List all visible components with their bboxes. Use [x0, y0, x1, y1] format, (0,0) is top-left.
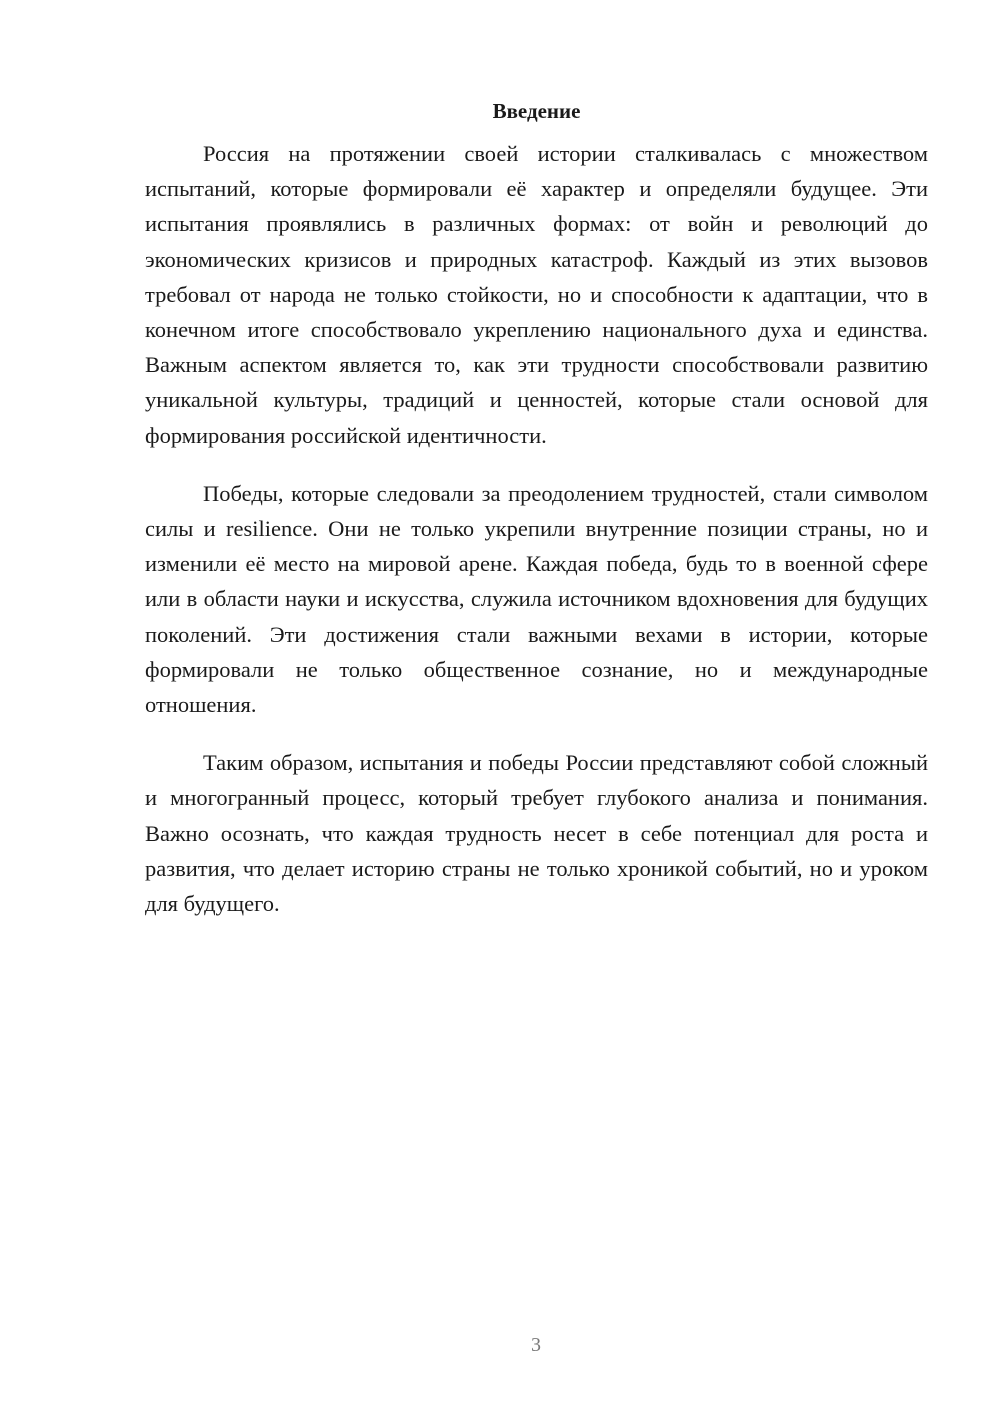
section-heading: Введение: [492, 99, 581, 123]
page-content: [145, 96, 928, 921]
paragraph-1: Россия на протяжении своей истории сталкивалась с множеством испытаний, которые формировали её характер и определяли будущее. Эти испытания проявлялись в различных формах: от войн и революций до экономических кризисов и природных катастроф. Каждый из этих вызовов требовал от народа не только стойкости, но и способности к адаптации, что в конечном итоге способствовало укреплению национального духа и единства. Важным аспектом является то, как эти трудности способствовали развитию уникальной культуры, традиций и ценностей, которые стали основой для формирования российской идентичности.: [145, 141, 928, 448]
page-number: 3: [531, 1334, 541, 1356]
paragraph-3: Таким образом, испытания и победы России представляют собой сложный и многогранный процесс, который требует глубокого анализа и понимания. Важно осознать, что каждая трудность несет в себе потенциал для роста и развития, что делает историю страны не только хроникой событий, но и уроком для будущего.: [145, 750, 928, 917]
paragraph-2: Победы, которые следовали за преодолением трудностей, стали символом силы и resilience. Они не только укрепили внутренние позиции страны, но и изменили её место на мировой арене. Каждая победа, будь то в военной сфере или в области науки и искусства, служила источником вдохновения для будущих поколений. Эти достижения стали важными вехами в истории, которые формировали не только общественное сознание, но и международные отношения.: [145, 480, 928, 718]
